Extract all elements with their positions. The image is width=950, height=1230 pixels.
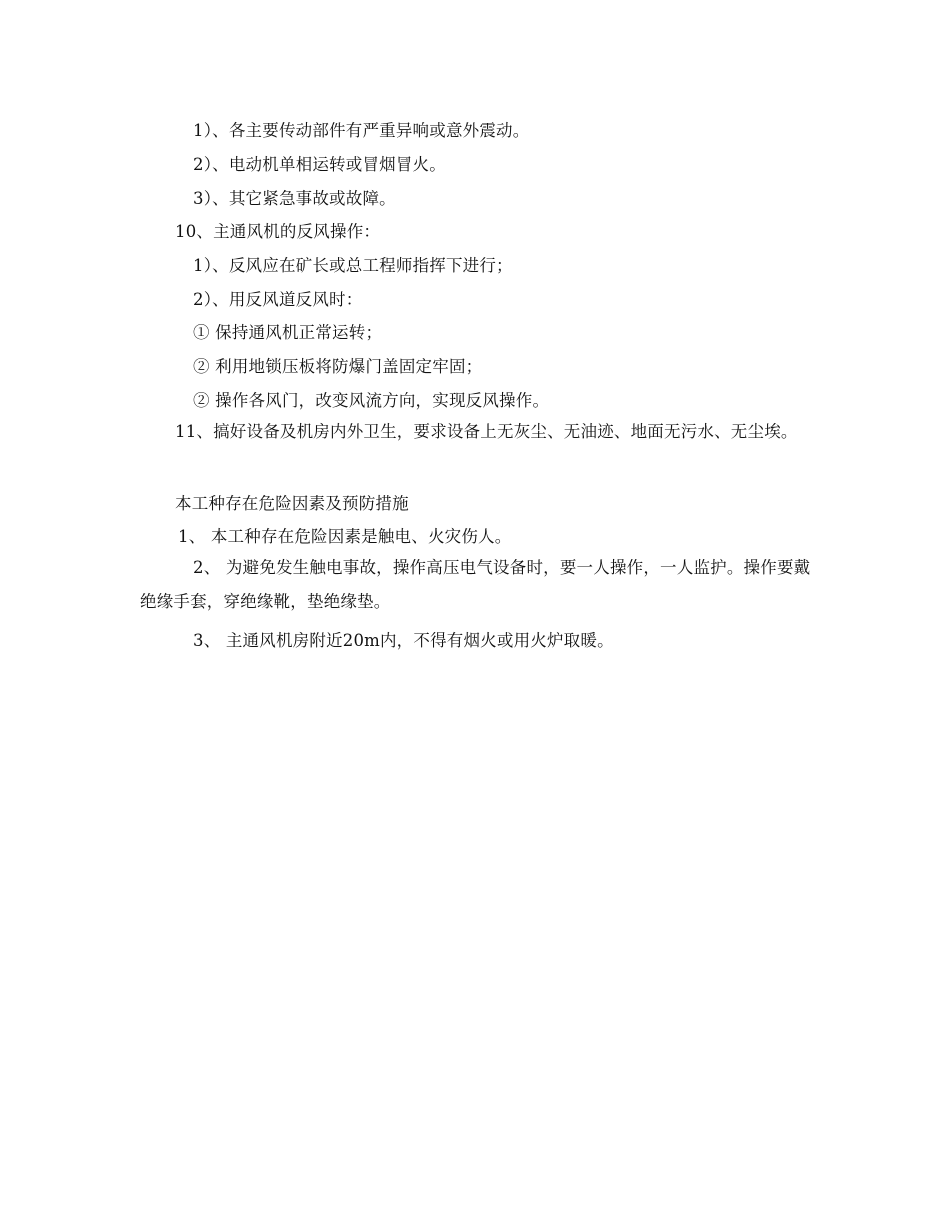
hazard-section-heading: 本工种存在危险因素及预防措施 xyxy=(175,494,409,513)
paragraph-item-1: 1）、各主要传动部件有严重异响或意外震动。 xyxy=(193,121,530,140)
hazard-item-1: 1、 本工种存在危险因素是触电、火灾伤人。 xyxy=(178,527,512,546)
sub-item-circle-2a: ② 利用地锁压板将防爆门盖固定牢固； xyxy=(193,357,483,376)
section-11-paragraph: 11、搞好设备及机房内外卫生，要求设备上无灰尘、无油迹、地面无污水、无尘埃。 xyxy=(175,422,798,441)
paragraph-item-10-2: 2）、用反风道反风时： xyxy=(193,290,363,309)
sub-item-circle-2b: ② 操作各风门，改变风流方向，实现反风操作。 xyxy=(193,391,550,410)
paragraph-item-3: 3）、其它紧急事故或故障。 xyxy=(193,189,396,208)
section-10-heading: 10、主通风机的反风操作： xyxy=(175,222,381,241)
hazard-item-2: 2、 为避免发生触电事故，操作高压电气设备时，要一人操作，一人监护。操作要戴绝缘手套，穿绝缘靴，垫绝缘垫。 xyxy=(140,558,811,611)
hazard-item-3: 3、 主通风机房附近20m内，不得有烟火或用火炉取暖。 xyxy=(193,631,614,650)
paragraph-item-10-1: 1）、反风应在矿长或总工程师指挥下进行； xyxy=(193,256,513,275)
sub-item-circle-1: ① 保持通风机正常运转； xyxy=(193,323,383,342)
paragraph-item-2: 2）、电动机单相运转或冒烟冒火。 xyxy=(193,155,446,174)
